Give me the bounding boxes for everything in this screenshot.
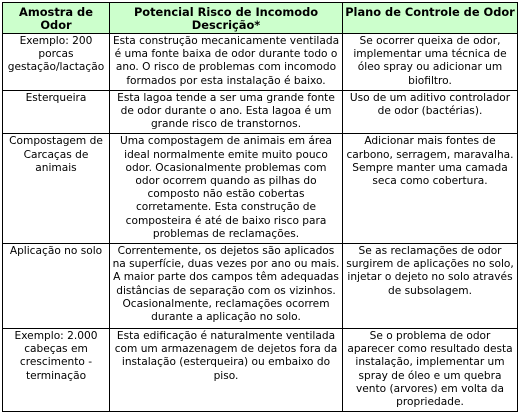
cell-control-plan: Adicionar mais fontes de carbono, serragem, maravalha. Sempre manter uma camada seca como cobertura.: [343, 134, 518, 244]
header-control-plan: Plano de Controle de Odor: [343, 3, 518, 34]
cell-control-plan: Se o problema de odor aparecer como resultado desta instalação, implementar um spray de óleo e um quebra vento (arvores) em volta da propriedade.: [343, 329, 518, 412]
table-body: [3, 34, 518, 412]
cell-odor-sample: Exemplo: 200 porcas gestação/lactação: [3, 34, 110, 91]
table-row: [3, 244, 518, 329]
cell-odor-sample: Aplicação no solo: [3, 244, 110, 329]
cell-odor-sample: Compostagem de Carcaças de animais: [3, 134, 110, 244]
cell-control-plan: Uso de um aditivo controlador de odor (bactérias).: [343, 90, 518, 134]
cell-odor-sample: Exemplo: 2.000 cabeças em crescimento - terminação: [3, 329, 110, 412]
cell-nuisance-risk: Correntemente, os dejetos são aplicados na superfície, duas vezes por ano ou mais. A maior parte dos campos têm adequadas distâncias de separação com os vizinhos. Ocasionalmente, reclamações ocorrem durante a aplicação no solo.: [110, 244, 343, 329]
cell-control-plan: Se as reclamações de odor surgirem de aplicações no solo, injetar o dejeto no solo através de subsolagem.: [343, 244, 518, 329]
header-nuisance-risk: Potencial Risco de Incomodo Descrição*: [110, 3, 343, 34]
table-row: [3, 329, 518, 412]
cell-nuisance-risk: Esta lagoa tende a ser uma grande fonte de odor durante o ano. Esta lagoa é um grande risco de transtornos.: [110, 90, 343, 134]
header-row: [3, 3, 518, 34]
table-row: [3, 90, 518, 134]
cell-nuisance-risk: Uma compostagem de animais em área ideal normalmente emite muito pouco odor. Ocasionalmente problemas com odor ocorrem quando as pilhas do composto não estão cobertas corretamente. Esta construção de composteira é até de baixo risco para problemas de reclamações.: [110, 134, 343, 244]
cell-control-plan: Se ocorrer queixa de odor, implementar uma técnica de óleo spray ou adicionar um biofiltro.: [343, 34, 518, 91]
table-row: [3, 34, 518, 91]
odor-control-table: [2, 2, 518, 412]
table-header: [3, 3, 518, 34]
cell-nuisance-risk: Esta edificação é naturalmente ventilada com um armazenagem de dejetos fora da instalação (esterqueira) ou embaixo do piso.: [110, 329, 343, 412]
header-odor-sample: Amostra de Odor: [3, 3, 110, 34]
cell-nuisance-risk: Esta construção mecanicamente ventilada é uma fonte baixa de odor durante todo o ano. O risco de problemas com incomodo formados por esta instalação é baixo.: [110, 34, 343, 91]
cell-odor-sample: Esterqueira: [3, 90, 110, 134]
table-row: [3, 134, 518, 244]
